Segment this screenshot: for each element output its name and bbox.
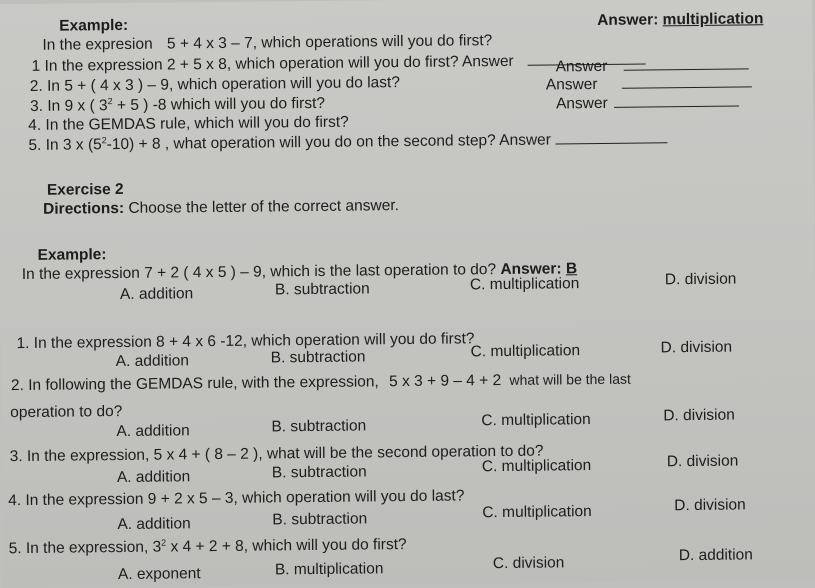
question-text: which is the last operation to do? (270, 261, 497, 281)
q3-option-a[interactable]: A. addition (116, 468, 191, 487)
question-expression: 5 x 4 + ( 8 – 2 ), (153, 445, 263, 464)
answer-value: B (565, 260, 578, 278)
question-expression: 5 x 3 + 9 – 4 + 2 (389, 372, 502, 391)
question-text: which operation will you do last? (242, 487, 465, 507)
q4-option-d[interactable]: D. division (674, 496, 746, 515)
q3-option-c[interactable]: C. multiplication (481, 457, 592, 476)
question-2-line2: operation to do? (10, 402, 123, 422)
answer-blank[interactable] (614, 94, 739, 108)
example-option-b: B. subtraction (274, 280, 370, 299)
question-prefix: 1. In the expression (16, 333, 152, 353)
q3-option-b[interactable]: B. subtraction (271, 463, 367, 482)
q1-option-d[interactable]: D. division (660, 338, 733, 357)
example-option-c: C. multiplication (469, 275, 580, 294)
q2-option-a[interactable]: A. addition (116, 422, 190, 441)
item-prefix: In (47, 97, 61, 115)
question-prefix: 4. In the expression (8, 490, 144, 510)
expr-part: 9 x ( 3 (64, 97, 108, 115)
intro-answer-value: multiplication (662, 10, 764, 29)
intro-item-4-answer (556, 94, 739, 113)
q4-option-b[interactable]: B. subtraction (272, 510, 368, 529)
intro-example-line (42, 32, 492, 54)
q3-option-d[interactable]: D. division (666, 452, 739, 471)
question-text: which operation will you do first? (251, 330, 475, 350)
question-3 (10, 443, 544, 466)
expr-exponent: 2 (101, 135, 107, 146)
directions-text: Choose the letter of the correct answer. (128, 197, 399, 217)
exercise-directions (43, 197, 399, 218)
intro-example-question: which operations will you do first? (261, 32, 493, 52)
q1-option-b[interactable]: B. subtraction (270, 348, 366, 367)
answer-label: Answer (545, 75, 598, 94)
example-option-a: A. addition (119, 285, 194, 304)
intro-example-expr: 5 + 4 x 3 – 7, (166, 34, 258, 53)
q4-option-a[interactable]: A. addition (117, 515, 191, 534)
question-5 (9, 536, 407, 557)
expr-part: 3 (152, 538, 162, 556)
intro-example-label: Example: (59, 16, 129, 35)
question-prefix: 5. In the expression, (8, 538, 149, 558)
expr-part: x 4 + 2 + 8, (170, 537, 249, 556)
question-prefix: In the expression (21, 264, 140, 284)
question-text: 2. In following the GEMDAS rule, with the expression, (10, 373, 379, 395)
item-expression: 5 + ( 4 x 3 ) – 9, (64, 76, 174, 95)
item-question: which operation will you do first? Answer (235, 52, 514, 73)
intro-item-1 (32, 51, 647, 74)
question-text: what will be the second operation to do? (266, 442, 544, 463)
item-prefix: In (45, 136, 59, 154)
question-expression: 7 + 2 ( 4 x 5 ) – 9, (144, 263, 267, 282)
item-number: 3. (29, 97, 44, 115)
question-expression (152, 538, 248, 556)
answer-label: Answer (555, 57, 608, 76)
intro-example-prefix: In the expresion (42, 35, 153, 54)
item-question: which operation will you do last? (177, 74, 400, 94)
expr-exponent: 2 (107, 96, 113, 107)
expr-exponent: 2 (161, 537, 167, 548)
question-prefix: 3. In the expression, (9, 446, 150, 466)
q2-option-c[interactable]: C. multiplication (481, 411, 591, 430)
q5-option-b[interactable]: B. multiplication (274, 560, 384, 579)
item-expression (63, 136, 161, 154)
intro-item-3 (30, 95, 325, 115)
q5-option-a[interactable]: A. exponent (117, 565, 201, 584)
answer-label: Answer (555, 94, 608, 113)
intro-item-3-answer (546, 74, 752, 93)
q1-option-a[interactable]: A. addition (115, 352, 190, 371)
intro-answer (597, 10, 763, 29)
answer-blank[interactable] (624, 56, 749, 70)
q5-option-d[interactable]: D. addition (678, 546, 753, 565)
q5-option-c[interactable]: C. division (492, 554, 565, 573)
answer-label: Answer: (500, 260, 562, 279)
q1-option-c[interactable]: C. multiplication (470, 342, 581, 361)
exercise-title: Exercise 2 (46, 180, 124, 199)
answer-blank[interactable] (622, 74, 752, 88)
question-text-tail: what will be the last (509, 370, 631, 388)
question-4 (8, 487, 464, 509)
expr-part: 3 x (5 (62, 136, 102, 154)
item-question: which will you do first? (170, 94, 326, 114)
question-expression: 8 + 4 x 6 -12, (156, 332, 248, 351)
question-2 (11, 371, 631, 394)
intro-item-2-answer (556, 56, 749, 75)
q4-option-c[interactable]: C. multiplication (482, 503, 592, 522)
expr-part: -10) + 8 (106, 135, 161, 154)
item-number: 4. (28, 116, 42, 134)
intro-item-2 (30, 74, 400, 95)
q2-option-d[interactable]: D. division (663, 406, 735, 425)
item-question: In the GEMDAS rule, which will you do first? (45, 113, 349, 134)
question-text: which will you do first? (252, 536, 407, 555)
item-expression (64, 97, 166, 115)
item-expression: 2 + 5 x 8, (166, 55, 232, 74)
item-number: 5. (28, 136, 42, 154)
example-option-d: D. division (664, 270, 737, 289)
intro-item-5 (28, 130, 667, 154)
q2-option-b[interactable]: B. subtraction (271, 417, 367, 436)
intro-answer-label: Answer: (597, 11, 659, 29)
item-question: , what operation will you do on the second step? Answer (164, 131, 551, 153)
item-number: 1 (31, 57, 41, 75)
question-1 (16, 330, 474, 352)
answer-blank[interactable] (555, 130, 667, 144)
item-number: 2. (29, 77, 43, 95)
exercise-example-label: Example: (37, 246, 107, 264)
intro-item-4 (28, 114, 349, 134)
question-expression: 9 + 2 x 5 – 3, (147, 489, 238, 508)
item-prefix: In (46, 77, 61, 95)
directions-label: Directions: (43, 199, 125, 218)
item-prefix: In the expression (44, 56, 163, 75)
expr-part: + 5 ) -8 (112, 96, 167, 115)
